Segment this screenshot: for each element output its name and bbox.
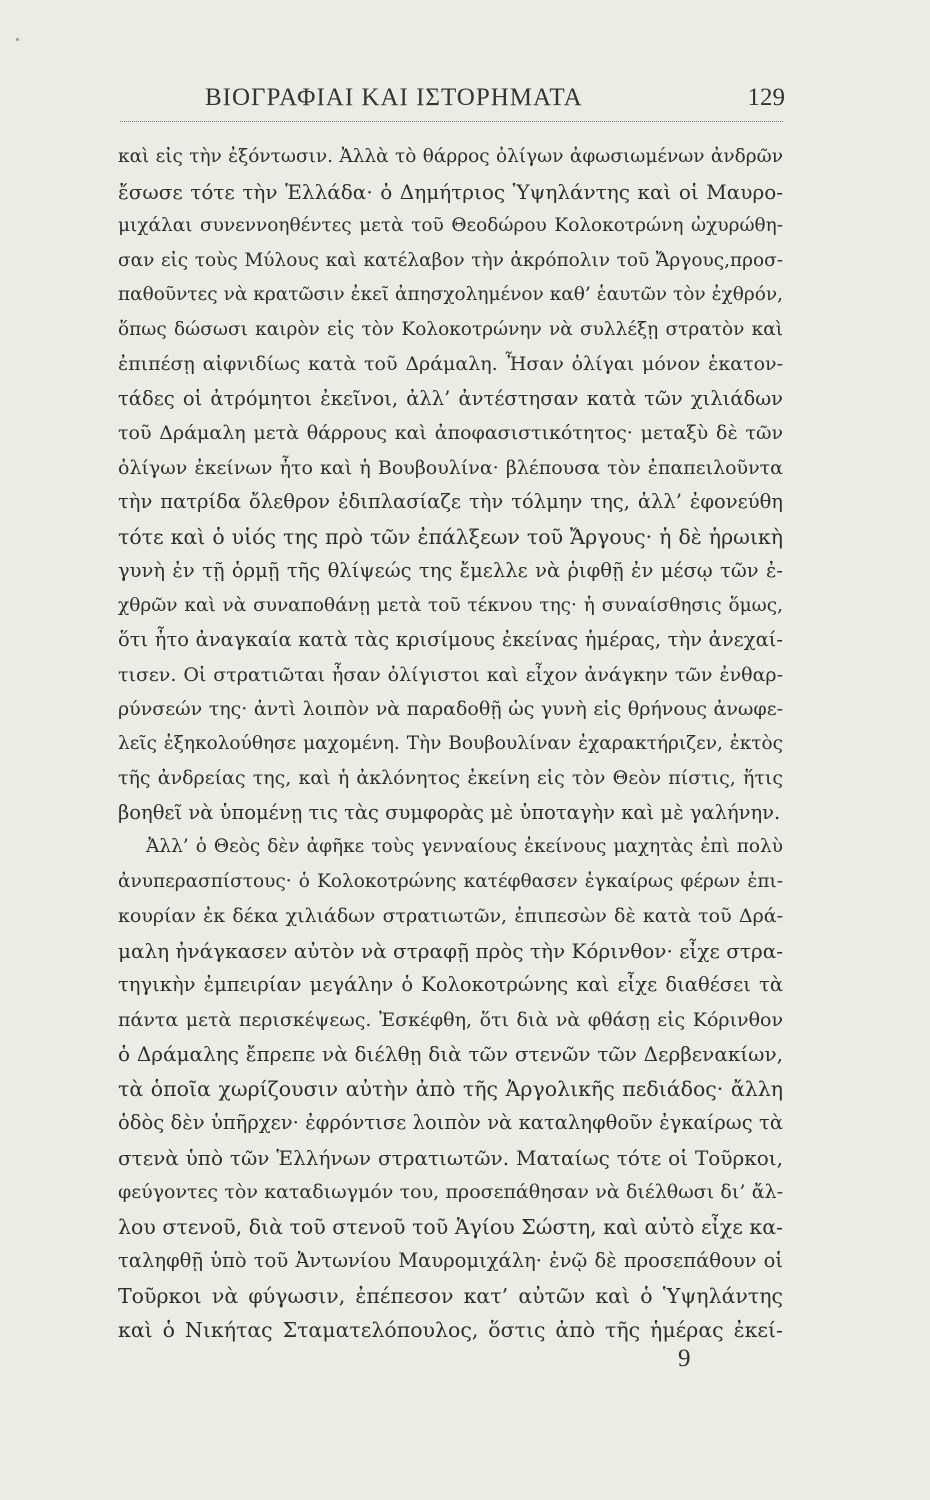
text-line: ὅτι ἦτο ἀναγκαία κατὰ τὰς κρισίμους ἐκείνας ἡμέρας, τὴν ἀνεχαί- xyxy=(118,628,783,651)
text-line: τηγικὴν ἐμπειρίαν μεγάλην ὁ Κολοκοτρώνης καὶ εἶχε διαθέσει τὰ xyxy=(118,973,783,996)
text-line: ταληφθῇ ὑπὸ τοῦ Ἀντωνίου Μαυρομιχάλη· ἐνῷ δὲ προσεπάθουν οἱ xyxy=(118,1249,783,1272)
page-number: 129 xyxy=(747,84,785,111)
text-line: λεῖς ἐξηκολούθησε μαχομένη. Τὴν Βουβουλίναν ἐχαρακτήριζεν, ἐκτὸς xyxy=(118,732,783,754)
body-text xyxy=(118,140,783,1348)
text-line: τάδες οἱ ἀτρόμητοι ἐκεῖνοι, ἀλλ’ ἀντέστησαν κατὰ τῶν χιλιάδων xyxy=(118,386,783,410)
text-line: ὅπως δώσωσι καιρὸν εἰς τὸν Κολοκοτρώνην νὰ συλλέξῃ στρατὸν καὶ xyxy=(118,318,783,340)
signature-mark: 9 xyxy=(678,1345,691,1372)
text-line: ὀλίγων ἐκείνων ἦτο καὶ ἡ Βουβουλίνα· βλέπουσα τὸν ἐπαπειλοῦντα xyxy=(118,456,783,479)
running-title: ΒΙΟΓΡΑΦΙΑΙ ΚΑΙ ΙΣΤΟΡΗΜΑΤΑ xyxy=(205,84,583,111)
text-line: ὁδὸς δὲν ὑπῆρχεν· ἐφρόντισε λοιπὸν νὰ καταληφθοῦν ἐγκαίρως τὰ xyxy=(118,1111,783,1134)
text-line: παθοῦντες νὰ κρατῶσιν ἐκεῖ ἀπησχολημένον καθ’ ἑαυτῶν τὸν ἐχθρόν, xyxy=(118,284,783,305)
text-line: τὴν πατρίδα ὄλεθρον ἐδιπλασίαζε τὴν τόλμην της, ἀλλ’ ἐφονεύθη xyxy=(118,490,783,513)
text-line: Ἀλλ’ ὁ Θεὸς δὲν ἀφῆκε τοὺς γενναίους ἐκείνους μαχητὰς ἐπὶ πολὺ xyxy=(146,836,783,857)
text-line: μιχάλαι συνεννοηθέντες μετὰ τοῦ Θεοδώρου Κολοκοτρώνη ὠχυρώθη- xyxy=(118,215,783,236)
text-line: στενὰ ὑπὸ τῶν Ἑλλήνων στρατιωτῶν. Ματαίως τότε οἱ Τοῦρκοι, xyxy=(118,1145,783,1170)
text-line: ἐπιπέσῃ αἰφνιδίως κατὰ τοῦ Δράμαλη. Ἦσαν ὀλίγαι μόνον ἑκατον- xyxy=(118,353,783,375)
text-line: Τοῦρκοι νὰ φύγωσιν, ἐπέπεσον κατ’ αὐτῶν καὶ ὁ Ὑψηλάντης xyxy=(118,1283,783,1308)
text-line: καὶ ὁ Νικήτας Σταματελόπουλος, ὅστις ἀπὸ τῆς ἡμέρας ἐκεί- xyxy=(118,1318,783,1342)
text-line: τισεν. Οἱ στρατιῶται ἦσαν ὀλίγιστοι καὶ εἶχον ἀνάγκην τῶν ἐνθαρ- xyxy=(118,663,783,686)
text-line: τῆς ἀνδρείας της, καὶ ἡ ἀκλόνητος ἐκείνη εἰς τὸν Θεὸν πίστις, ἥτις xyxy=(118,767,783,789)
text-line: ρύνσεών της· ἀντὶ λοιπὸν νὰ παραδοθῇ ὡς γυνὴ εἰς θρήνους ἀνωφε- xyxy=(118,698,783,720)
text-line: γυνὴ ἐν τῇ ὁρμῇ τῆς θλίψεώς της ἔμελλε νὰ ῥιφθῇ ἐν μέσῳ τῶν ἐ- xyxy=(118,559,783,582)
text-line: τότε καὶ ὁ υἱός της πρὸ τῶν ἐπάλξεων τοῦ Ἄργους· ἡ δὲ ἡρωικὴ xyxy=(118,524,783,549)
page-header xyxy=(205,84,785,124)
text-line: ὁ Δράμαλης ἔπρεπε νὰ διέλθῃ διὰ τῶν στενῶν τῶν Δερβενακίων, xyxy=(118,1042,783,1066)
header-rule xyxy=(120,121,783,122)
text-line: κουρίαν ἐκ δέκα χιλιάδων στρατιωτῶν, ἐπιπεσὼν δὲ κατὰ τοῦ Δρά- xyxy=(118,905,783,927)
text-line: πάντα μετὰ περισκέψεως. Ἐσκέφθη, ὅτι διὰ νὰ φθάσῃ εἰς Κόρινθον xyxy=(118,1008,783,1031)
text-line: τοῦ Δράμαλη μετὰ θάρρους καὶ ἀποφασιστικότητος· μεταξὺ δὲ τῶν xyxy=(118,422,783,444)
text-line: ἔσωσε τότε τὴν Ἑλλάδα· ὁ Δημήτριος Ὑψηλάντης καὶ οἱ Μαυρο- xyxy=(118,179,783,204)
text-line: λου στενοῦ, διὰ τοῦ στενοῦ τοῦ Ἁγίου Σώστη, καὶ αὐτὸ εἶχε κα- xyxy=(118,1214,783,1239)
text-line: φεύγοντες τὸν καταδιωγμόν του, προσεπάθησαν νὰ διέλθωσι δι’ ἄλ- xyxy=(118,1181,783,1203)
text-line: βοηθεῖ νὰ ὑπομένῃ τις τὰς συμφορὰς μὲ ὑποταγὴν καὶ μὲ γαλήνην. xyxy=(118,800,781,824)
text-line: καὶ εἰς τὴν ἐξόντωσιν. Ἀλλὰ τὸ θάρρος ὀλίγων ἀφωσιωμένων ἀνδρῶν xyxy=(118,146,783,167)
paper-speck xyxy=(16,38,19,41)
text-line: μαλη ἠνάγκασεν αὐτὸν νὰ στραφῇ πρὸς τὴν Κόρινθον· εἶχε στρα- xyxy=(118,938,783,963)
text-line: χθρῶν καὶ νὰ συναποθάνῃ μετὰ τοῦ τέκνου της· ἡ συναίσθησις ὅμως, xyxy=(118,594,783,616)
text-line: σαν εἰς τοὺς Μύλους καὶ κατέλαβον τὴν ἀκρόπολιν τοῦ Ἄργους,προσ- xyxy=(118,249,783,271)
text-line: τὰ ὁποῖα χωρίζουσιν αὐτὴν ἀπὸ τῆς Ἀργολικῆς πεδιάδος· ἄλλη xyxy=(118,1076,783,1101)
text-line: ἀνυπερασπίστους· ὁ Κολοκοτρώνης κατέφθασεν ἐγκαίρως φέρων ἐπι- xyxy=(118,870,783,892)
